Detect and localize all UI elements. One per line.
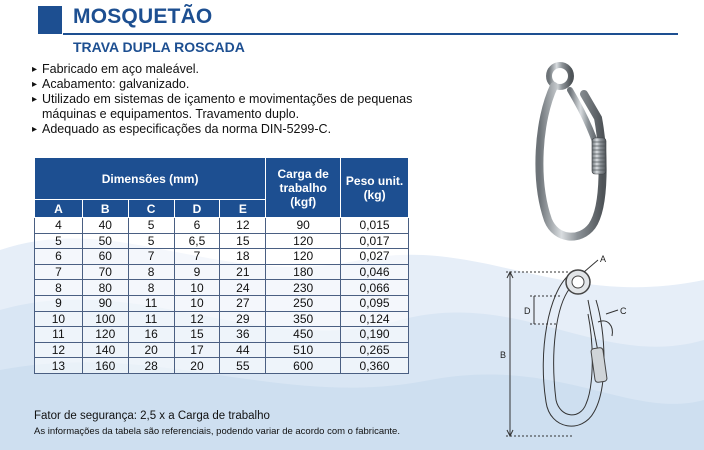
table-cell: 20 (174, 358, 220, 374)
page-title: MOSQUETÃO (73, 5, 213, 28)
table-cell: 600 (266, 358, 341, 374)
feature-item: ▸ Fabricado em aço maleável. (32, 62, 452, 77)
weight-header: Peso unit. (kg) (341, 158, 409, 218)
feature-item: ▸ Utilizado em sistemas de içamento e movimentações de pequenas máquinas e equipamentos. Travamento duplo. (32, 92, 452, 122)
load-header: Carga de trabalho (kgf) (266, 158, 341, 218)
table-cell: 0,095 (341, 295, 409, 311)
table-cell: 11 (128, 311, 174, 327)
table-cell: 12 (220, 218, 266, 234)
feature-item: ▸ Acabamento: galvanizado. (32, 77, 452, 92)
table-cell: 0,015 (341, 218, 409, 234)
table-row (35, 358, 409, 374)
table-row (35, 311, 409, 327)
spec-table (34, 157, 409, 374)
table-cell: 0,360 (341, 358, 409, 374)
table-row (35, 295, 409, 311)
table-cell: 510 (266, 342, 341, 358)
table-row (35, 342, 409, 358)
label-a: A (600, 254, 607, 264)
table-cell: 6,5 (174, 233, 220, 249)
table-cell: 4 (35, 218, 83, 234)
table-cell: 11 (35, 327, 83, 343)
col-header-b: B (82, 200, 128, 218)
table-cell: 120 (266, 233, 341, 249)
table-cell: 0,046 (341, 264, 409, 280)
table-cell: 21 (220, 264, 266, 280)
table-cell: 180 (266, 264, 341, 280)
table-cell: 250 (266, 295, 341, 311)
table-row (35, 264, 409, 280)
table-cell: 0,124 (341, 311, 409, 327)
table-cell: 5 (128, 233, 174, 249)
page-subtitle: TRAVA DUPLA ROSCADA (73, 39, 245, 55)
table-cell: 80 (82, 280, 128, 296)
table-cell: 140 (82, 342, 128, 358)
table-cell: 120 (266, 249, 341, 265)
table-cell: 7 (128, 249, 174, 265)
table-cell: 15 (174, 327, 220, 343)
table-cell: 16 (128, 327, 174, 343)
title-divider (63, 33, 678, 35)
table-cell: 24 (220, 280, 266, 296)
carabiner-technical-drawing (490, 252, 640, 444)
table-cell: 0,066 (341, 280, 409, 296)
table-cell: 0,017 (341, 233, 409, 249)
table-cell: 100 (82, 311, 128, 327)
table-cell: 17 (174, 342, 220, 358)
table-cell: 12 (174, 311, 220, 327)
table-cell: 18 (220, 249, 266, 265)
col-header-d: D (174, 200, 220, 218)
table-cell: 0,190 (341, 327, 409, 343)
table-cell: 0,265 (341, 342, 409, 358)
table-cell: 11 (128, 295, 174, 311)
table-row (35, 327, 409, 343)
table-cell: 8 (35, 280, 83, 296)
label-b: B (500, 350, 507, 360)
label-d: D (524, 306, 531, 316)
table-cell: 50 (82, 233, 128, 249)
table-row (35, 218, 409, 234)
table-cell: 55 (220, 358, 266, 374)
table-cell: 0,027 (341, 249, 409, 265)
table-cell: 29 (220, 311, 266, 327)
table-cell: 7 (35, 264, 83, 280)
feature-item: ▸ Adequado as especificações da norma DIN-5299-C. (32, 122, 452, 137)
table-cell: 5 (128, 218, 174, 234)
table-cell: 12 (35, 342, 83, 358)
table-cell: 450 (266, 327, 341, 343)
safety-factor-note: Fator de segurança: 2,5 x a Carga de trabalho (34, 410, 270, 422)
table-row (35, 233, 409, 249)
table-cell: 120 (82, 327, 128, 343)
table-cell: 36 (220, 327, 266, 343)
table-cell: 9 (35, 295, 83, 311)
table-cell: 13 (35, 358, 83, 374)
col-header-a: A (35, 200, 83, 218)
spec-table-body (35, 218, 409, 374)
table-cell: 90 (266, 218, 341, 234)
label-c: C (620, 306, 627, 316)
table-cell: 28 (128, 358, 174, 374)
table-cell: 10 (35, 311, 83, 327)
table-cell: 8 (128, 264, 174, 280)
table-cell: 40 (82, 218, 128, 234)
col-header-e: E (220, 200, 266, 218)
table-cell: 10 (174, 295, 220, 311)
table-cell: 9 (174, 264, 220, 280)
table-cell: 20 (128, 342, 174, 358)
table-cell: 15 (220, 233, 266, 249)
table-cell: 60 (82, 249, 128, 265)
table-cell: 160 (82, 358, 128, 374)
table-cell: 10 (174, 280, 220, 296)
table-cell: 27 (220, 295, 266, 311)
table-cell: 70 (82, 264, 128, 280)
table-cell: 8 (128, 280, 174, 296)
table-cell: 44 (220, 342, 266, 358)
col-header-c: C (128, 200, 174, 218)
feature-list (32, 62, 452, 137)
table-cell: 230 (266, 280, 341, 296)
dimensions-header: Dimensões (mm) (35, 158, 266, 200)
carabiner-photo (520, 60, 635, 245)
table-cell: 90 (82, 295, 128, 311)
table-cell: 7 (174, 249, 220, 265)
table-cell: 350 (266, 311, 341, 327)
table-cell: 5 (35, 233, 83, 249)
table-cell: 6 (35, 249, 83, 265)
table-cell: 6 (174, 218, 220, 234)
header-accent-bar (38, 6, 62, 34)
table-row (35, 280, 409, 296)
table-row (35, 249, 409, 265)
disclaimer-note: As informações da tabela são referenciais, podendo variar de acordo com o fabricante. (34, 426, 400, 437)
